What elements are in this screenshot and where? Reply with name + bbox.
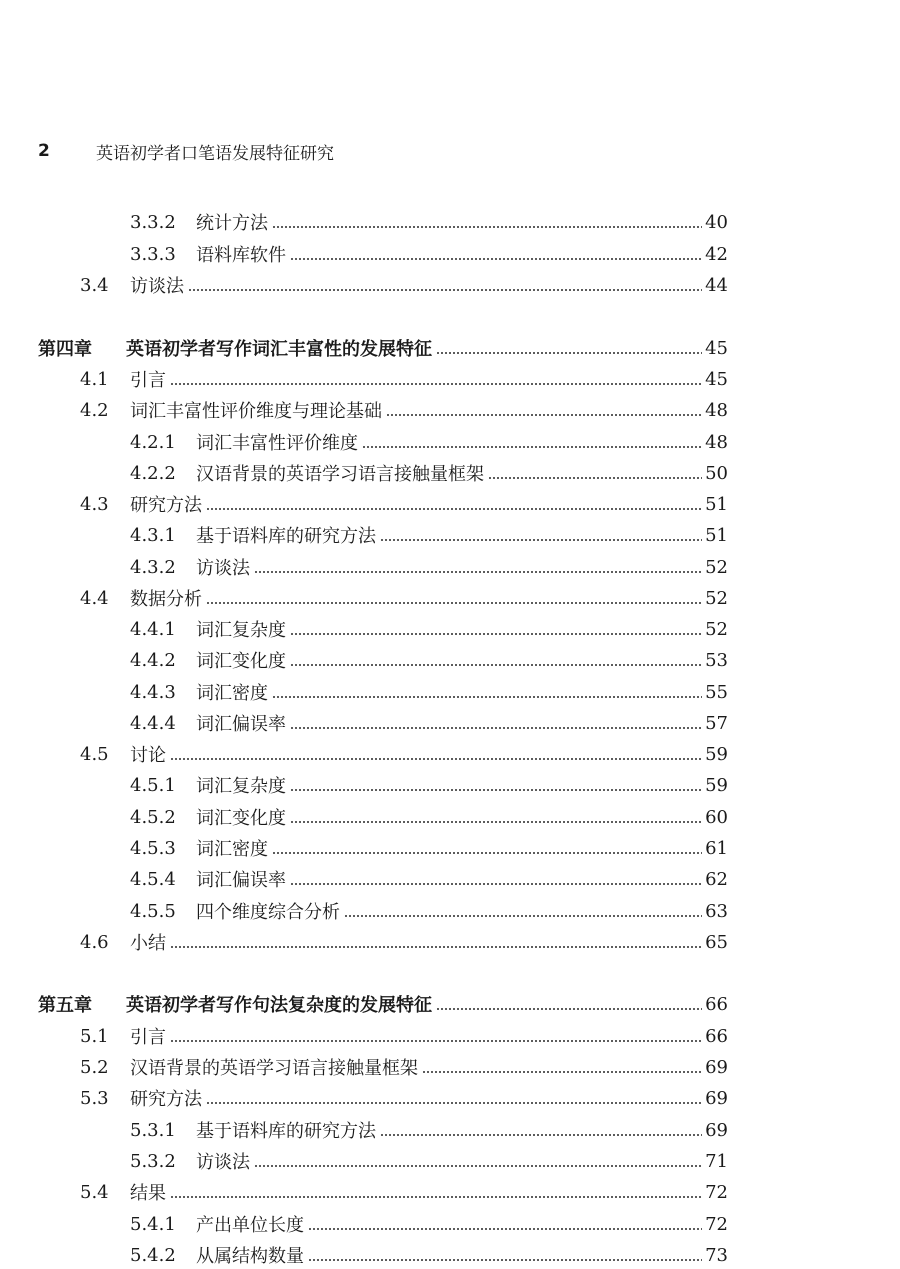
toc-entry[interactable] [0, 521, 900, 549]
toc-entry-title: 产出单位长度 [196, 1215, 304, 1236]
toc-entry[interactable] [0, 396, 900, 424]
toc-chapter-entry[interactable] [0, 334, 900, 362]
toc-entry-number: 4.3.2 [130, 556, 176, 578]
toc-entry[interactable] [0, 271, 900, 299]
toc-entry-title: 词汇丰富性评价维度与理论基础 [130, 401, 382, 422]
toc-entry[interactable] [0, 365, 900, 393]
toc-entry-number: 4.5.3 [130, 837, 176, 859]
toc-entry-title: 基于语料库的研究方法 [196, 1121, 376, 1142]
toc-entry-title: 语料库软件 [196, 245, 286, 266]
toc-entry[interactable] [0, 928, 900, 956]
toc-entry[interactable] [0, 1022, 900, 1050]
dot-leader [290, 727, 702, 729]
toc-entry[interactable] [0, 584, 900, 612]
toc-entry[interactable] [0, 615, 900, 643]
toc-entry-title: 引言 [130, 1027, 166, 1048]
toc-entry-title: 词汇密度 [196, 839, 268, 860]
toc-entry[interactable] [0, 678, 900, 706]
toc-entry-title: 访谈法 [130, 276, 184, 297]
toc-entry-page: 48 [705, 431, 728, 453]
dot-leader [170, 383, 702, 385]
toc-entry-page: 48 [705, 399, 728, 421]
toc-entry[interactable] [0, 428, 900, 456]
toc-entry[interactable] [0, 240, 900, 268]
toc-entry-title: 讨论 [130, 745, 166, 766]
toc-entry-page: 57 [705, 712, 728, 734]
toc-entry-title: 词汇复杂度 [196, 776, 286, 797]
toc-entry-page: 65 [705, 931, 728, 953]
dot-leader [170, 1196, 702, 1198]
dot-leader [290, 883, 702, 885]
toc-entry[interactable] [0, 490, 900, 518]
dot-leader [380, 539, 702, 541]
toc-entry-number: 4.2 [80, 399, 109, 421]
toc-entry-number: 5.3.1 [130, 1119, 176, 1141]
toc-entry-number: 5.3 [80, 1087, 109, 1109]
dot-leader [344, 915, 702, 917]
toc-entry-number: 5.3.2 [130, 1150, 176, 1172]
toc-entry-number: 5.1 [80, 1025, 109, 1047]
toc-entry-page: 73 [705, 1244, 728, 1266]
toc-entry-title: 英语初学者写作词汇丰富性的发展特征 [126, 339, 432, 360]
toc-entry-number: 3.3.3 [130, 243, 176, 265]
toc-entry-page: 59 [705, 774, 728, 796]
toc-entry-number: 4.5.4 [130, 868, 176, 890]
dot-leader [188, 289, 702, 291]
toc-entry-title: 研究方法 [130, 495, 202, 516]
toc-entry-title: 结果 [130, 1183, 166, 1204]
toc-entry-title: 词汇偏误率 [196, 714, 286, 735]
toc-entry-number: 4.2.1 [130, 431, 176, 453]
toc-entry-title: 数据分析 [130, 589, 202, 610]
page-number: 2 [38, 141, 50, 161]
toc-entry-page: 66 [705, 993, 728, 1015]
toc-entry-page: 62 [705, 868, 728, 890]
toc-entry[interactable] [0, 771, 900, 799]
dot-leader [170, 1040, 702, 1042]
toc-entry-page: 71 [705, 1150, 728, 1172]
toc-entry-number: 第四章 [38, 339, 92, 360]
toc-entry-number: 4.4.3 [130, 681, 176, 703]
toc-entry-number: 4.5.1 [130, 774, 176, 796]
dot-leader [290, 789, 702, 791]
toc-entry-title: 小结 [130, 933, 166, 954]
dot-leader [290, 258, 702, 260]
dot-leader [206, 1102, 702, 1104]
toc-entry-number: 4.4 [80, 587, 109, 609]
toc-entry-title: 词汇密度 [196, 683, 268, 704]
toc-entry-number: 第五章 [38, 995, 92, 1016]
toc-entry-number: 4.3 [80, 493, 109, 515]
toc-entry-number: 5.4 [80, 1181, 109, 1203]
dot-leader [436, 1008, 702, 1010]
toc-entry[interactable] [0, 1116, 900, 1144]
toc-entry-number: 4.4.1 [130, 618, 176, 640]
dot-leader [170, 946, 702, 948]
toc-entry-title: 词汇偏误率 [196, 870, 286, 891]
toc-entry-number: 4.2.2 [130, 462, 176, 484]
toc-entry-page: 63 [705, 900, 728, 922]
toc-entry[interactable] [0, 709, 900, 737]
toc-entry-page: 60 [705, 806, 728, 828]
toc-entry-page: 69 [705, 1119, 728, 1141]
running-header [38, 138, 334, 164]
toc-entry-page: 55 [705, 681, 728, 703]
dot-leader [254, 1165, 702, 1167]
dot-leader [386, 414, 702, 416]
toc-entry-page: 69 [705, 1056, 728, 1078]
toc-entry-title: 访谈法 [196, 1152, 250, 1173]
dot-leader [272, 852, 702, 854]
toc-entry-page: 72 [705, 1181, 728, 1203]
toc-entry-title: 从属结构数量 [196, 1246, 304, 1267]
toc-entry-page: 45 [705, 337, 728, 359]
dot-leader [272, 696, 702, 698]
book-title: 英语初学者口笔语发展特征研究 [96, 143, 334, 164]
toc-entry[interactable] [0, 459, 900, 487]
toc-entry-title: 汉语背景的英语学习语言接触量框架 [196, 464, 484, 485]
toc-entry-page: 51 [705, 493, 728, 515]
toc-entry-number: 4.5 [80, 743, 109, 765]
toc-entry-number: 4.5.5 [130, 900, 176, 922]
toc-entry[interactable] [0, 865, 900, 893]
toc-entry-title: 统计方法 [196, 213, 268, 234]
toc-entry-title: 词汇变化度 [196, 651, 286, 672]
toc-entry[interactable] [0, 1147, 900, 1175]
toc-chapter-entry[interactable] [0, 990, 900, 1018]
toc-entry-page: 50 [705, 462, 728, 484]
toc-entry-number: 5.4.2 [130, 1244, 176, 1266]
toc-entry-title: 引言 [130, 370, 166, 391]
toc-entry-number: 4.4.2 [130, 649, 176, 671]
toc-entry-title: 基于语料库的研究方法 [196, 526, 376, 547]
toc-entry-number: 3.4 [80, 274, 109, 296]
toc-entry[interactable] [0, 1053, 900, 1081]
toc-entry-page: 59 [705, 743, 728, 765]
dot-leader [290, 633, 702, 635]
toc-entry-number: 4.6 [80, 931, 109, 953]
toc-entry-page: 40 [705, 211, 728, 233]
toc-entry[interactable] [0, 897, 900, 925]
toc-entry[interactable] [0, 803, 900, 831]
toc-entry-title: 研究方法 [130, 1089, 202, 1110]
toc-entry-page: 53 [705, 649, 728, 671]
toc-entry-page: 42 [705, 243, 728, 265]
toc-entry-title: 词汇复杂度 [196, 620, 286, 641]
toc-entry-title: 英语初学者写作句法复杂度的发展特征 [126, 995, 432, 1016]
dot-leader [436, 352, 702, 354]
dot-leader [308, 1259, 702, 1261]
toc-entry[interactable] [0, 646, 900, 674]
dot-leader [290, 821, 702, 823]
toc-entry[interactable] [0, 1084, 900, 1112]
dot-leader [206, 602, 702, 604]
toc-entry-number: 4.1 [80, 368, 109, 390]
dot-leader [290, 664, 702, 666]
toc-entry-title: 四个维度综合分析 [196, 902, 340, 923]
toc-entry[interactable] [0, 1210, 900, 1238]
dot-leader [254, 571, 702, 573]
dot-leader [362, 446, 702, 448]
toc-entry-title: 访谈法 [196, 558, 250, 579]
toc-entry-number: 3.3.2 [130, 211, 176, 233]
toc-entry-page: 72 [705, 1213, 728, 1235]
dot-leader [380, 1134, 702, 1136]
dot-leader [170, 758, 702, 760]
dot-leader [308, 1228, 702, 1230]
toc-entry-title: 词汇变化度 [196, 808, 286, 829]
toc-entry-page: 52 [705, 618, 728, 640]
toc-entry-number: 5.4.1 [130, 1213, 176, 1235]
toc-entry-page: 52 [705, 556, 728, 578]
dot-leader [422, 1071, 702, 1073]
toc-entry-number: 4.4.4 [130, 712, 176, 734]
toc-entry-number: 4.5.2 [130, 806, 176, 828]
toc-entry[interactable] [0, 208, 900, 236]
toc-entry[interactable] [0, 740, 900, 768]
toc-entry-title: 词汇丰富性评价维度 [196, 433, 358, 454]
toc-entry-page: 51 [705, 524, 728, 546]
toc-entry[interactable] [0, 834, 900, 862]
toc-entry[interactable] [0, 553, 900, 581]
dot-leader [488, 477, 702, 479]
dot-leader [272, 226, 702, 228]
toc-entry-title: 汉语背景的英语学习语言接触量框架 [130, 1058, 418, 1079]
toc-entry-page: 44 [705, 274, 728, 296]
toc-entry-page: 45 [705, 368, 728, 390]
toc-entry-number: 4.3.1 [130, 524, 176, 546]
dot-leader [206, 508, 702, 510]
toc-entry-page: 61 [705, 837, 728, 859]
toc-entry[interactable] [0, 1178, 900, 1206]
toc-entry-number: 5.2 [80, 1056, 109, 1078]
toc-entry-page: 66 [705, 1025, 728, 1047]
toc-entry-page: 52 [705, 587, 728, 609]
toc-entry-page: 69 [705, 1087, 728, 1109]
